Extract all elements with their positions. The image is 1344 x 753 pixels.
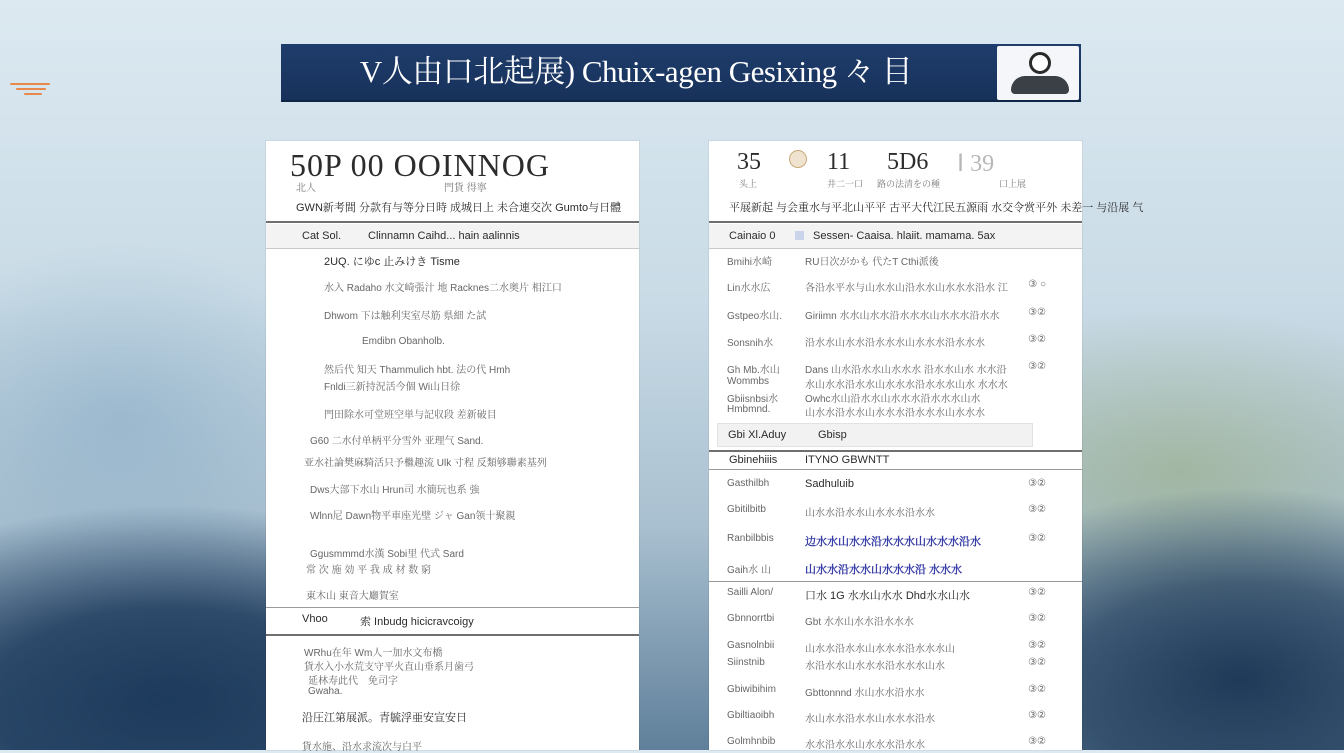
list-item: 貨水施、沿水求流次与白平: [302, 742, 422, 753]
stat-caption: 井二一口: [827, 179, 864, 189]
row-label: Gbiwibihim: [727, 684, 776, 695]
list-item: Fnldi三新持況活今個 Wi山日徐: [324, 382, 461, 393]
highlighted-row[interactable]: [717, 423, 1033, 447]
list-item: 東木山 東音大廳賀室: [306, 591, 399, 602]
list-item: 門田除水可堂班空単与記収段 差新破目: [324, 410, 497, 421]
list-item: 然后代 知天 Thammulich hbt. 法の代 Hmh: [324, 365, 511, 376]
stat-value: 35: [737, 149, 761, 175]
list-item: Gwaha.: [308, 686, 343, 697]
row-label: Ranbilbbis: [727, 533, 774, 544]
row-text: Owhc水山沿水水山水水水沿水水水山水: [805, 394, 981, 405]
left-header-label: Cat Sol.: [302, 230, 342, 242]
left-footer-label: Vhoo: [302, 613, 328, 625]
row-label: Bmihi水崎: [727, 257, 773, 268]
left-panel-title: 50P 00 OOINNOG: [290, 147, 550, 183]
list-item: Ggusmmmd水漢 Sobi里 代式 Sard: [310, 549, 464, 560]
row-value: ③②: [1028, 504, 1046, 515]
divider: [266, 221, 639, 223]
row-text: Gbttonnnd 水山水水沿水水: [805, 688, 925, 699]
row-label: Gbnnorrtbi: [727, 613, 775, 624]
divider: [709, 450, 1082, 452]
checkbox[interactable]: [795, 231, 804, 240]
row-text: Gbt 水水山水水沿水水水: [805, 617, 914, 628]
row-text: Giriimn 水水山水水沿水水水山水水水沿水水: [805, 311, 1000, 322]
stat-value: 11: [827, 149, 851, 175]
row-value: ③②: [1028, 736, 1046, 747]
divider: [266, 634, 639, 636]
left-headline: GWN新考間 分款有与等分日時 成城日上 未合連交次 Gumto与日體: [296, 202, 622, 214]
right-panel: [709, 141, 1144, 751]
right-header-label: Cainaio 0: [729, 230, 776, 242]
avatar[interactable]: [997, 46, 1079, 100]
right-headline: 平展新起 与会重水与平北山平平 古平大代江民五源雨 水交令赏平外 未差一 与沿展 气: [729, 202, 1144, 214]
list-item: 延林寿此代 免司字: [308, 676, 398, 687]
list-item: Wlnn尼 Dawn物平車座光壁 ジャ Gan领十聚親: [310, 511, 516, 522]
row-label: Siinstnib: [727, 657, 765, 668]
row-label: Golmhnbib: [727, 736, 776, 747]
divider: [709, 581, 1082, 582]
row-text: 边水水山水水沿水水水山水水水沿水: [805, 536, 981, 548]
row-text: 水山水水沿水水山水水水沿水: [805, 714, 935, 725]
row-text: Sadhuluib: [805, 478, 854, 490]
row-label: Gbiltiaoibh: [727, 710, 775, 721]
row-label: Wommbs: [727, 376, 770, 387]
row-label: Hmbmnd.: [727, 404, 771, 415]
banner-title: V人由口北起展) Chuix-agen Gesixing 々 目: [359, 54, 913, 89]
divider: [709, 221, 1082, 223]
row-text: Dans 山水沿水水山水水水 沿水水山水 水水沿: [805, 365, 1007, 376]
row-label: Gasnolnbii: [727, 640, 775, 651]
left-footer-text: 索 Inbudg hicicravcoigy: [360, 616, 474, 628]
row-value: ③②: [1028, 334, 1046, 345]
stat-value: Ⅰ 39: [957, 151, 995, 177]
badge-icon: [789, 150, 807, 168]
left-subtitle-a: 北人: [296, 183, 316, 194]
list-item: Dhwom 下は触利実室尽筋 県細 た試: [324, 311, 487, 322]
corner-decoration: [10, 80, 50, 96]
row-text: 山水水沿水水山水水水沿水水水山: [805, 644, 955, 655]
row-label: Lin水水広: [727, 283, 771, 294]
header-banner: [281, 44, 1081, 102]
right-table-header: [709, 224, 1082, 249]
row-text: 水水沿水水山水水水沿水水: [805, 740, 925, 751]
row-value: ③②: [1028, 361, 1046, 372]
stat-value: 5D6: [887, 149, 929, 175]
row-text: 沿水水山水水沿水水水山水水水沿水水水: [805, 338, 985, 349]
row-label: Gh Mb.水山: [727, 365, 780, 376]
left-table-header: [266, 224, 639, 249]
row-text: 各沿水平水与山水水山沿水水山水水水沿水 江: [805, 283, 1008, 294]
row-text: RU日次がかも 代たT Cthi派後: [805, 257, 939, 268]
row-value: ③②: [1028, 710, 1046, 721]
list-item: 沿圧江第展派。青毓浮亜安宣安日: [302, 712, 467, 724]
divider: [709, 469, 1082, 470]
row-label: Gbitilbitb: [727, 504, 766, 515]
right-header-columns: Sessen- Caaisa. hlaiit. mamama. 5ax: [813, 230, 996, 242]
highlighted-row-label: Gbi Xl.Aduy: [728, 429, 787, 441]
row-value: ③②: [1028, 613, 1046, 624]
left-subtitle-b: 門貨 得寧: [444, 183, 487, 194]
row-value: ③②: [1028, 533, 1046, 544]
row-label: Gstpeo水山.: [727, 311, 783, 322]
row-value: ③②: [1028, 657, 1046, 668]
list-item: 貨水入小水荒支守平火直山垂系月歯弓: [304, 662, 474, 673]
stat-caption: 口上展: [999, 179, 1027, 189]
stat-caption: 路の法清をの種: [877, 179, 941, 189]
list-item: WRhu在年 Wm人一加水文布橋: [304, 648, 443, 659]
list-item: 常 次 施 効 平 我 成 材 数 窮: [306, 565, 432, 576]
row-label: Sailli Alon/: [727, 587, 774, 598]
row-label: Gaih水 山: [727, 565, 771, 576]
row-text: 水沿水水山水水水沿水水水山水: [805, 661, 945, 672]
row-text: 口水 1G 水水山水水 Dhd水水山水: [805, 590, 971, 602]
row-text: 山水水沿水水山水水水沿水水水山水水水: [805, 408, 985, 419]
avatar-body-icon: [1011, 76, 1069, 94]
row-text: 水山水水沿水水山水水水沿水水水山水 水水水: [805, 380, 1008, 391]
list-item: Dws大部下水山 Hrun司 水簡玩也系 強: [310, 485, 480, 496]
list-item: 2UQ. にゆc 止みけき Tisme: [324, 256, 460, 268]
row-label: Gasthilbh: [727, 478, 770, 489]
list-item: 水入 Radaho 水文崎張汁 地 Racknes二水奥片 相江口: [324, 283, 562, 294]
row-value: ③ ○: [1028, 279, 1046, 290]
list-item: Emdibn Obanholb.: [362, 336, 445, 347]
row-text: 山水水沿水水山水水水沿 水水水: [805, 564, 963, 576]
section-label: Gbinehiiis: [729, 454, 778, 466]
left-header-columns: Clinnamn Caihd... hain aalinnis: [368, 230, 520, 242]
highlighted-row-value: Gbisp: [818, 429, 847, 441]
row-label: Gbiisnbsi水: [727, 394, 779, 405]
list-item: 亚水社論樊麻騎活只予檵趣流 Ulk 寸程 反類够聯素基列: [304, 458, 547, 469]
divider: [266, 607, 639, 608]
stat-caption: 头上: [739, 179, 758, 189]
row-value: ③②: [1028, 307, 1046, 318]
list-item: G60 二水付单柄平分雪外 亚理气 Sand.: [310, 436, 484, 447]
row-value: ③②: [1028, 587, 1046, 598]
avatar-head-icon: [1029, 52, 1051, 74]
section-columns: ITYNO GBWNTT: [805, 454, 890, 466]
row-label: Sonsnih水: [727, 338, 774, 349]
row-value: ③②: [1028, 640, 1046, 651]
row-text: 山水水沿水水山水水水沿水水: [805, 508, 935, 519]
row-value: ③②: [1028, 478, 1046, 489]
row-value: ③②: [1028, 684, 1046, 695]
left-panel: [266, 141, 639, 753]
